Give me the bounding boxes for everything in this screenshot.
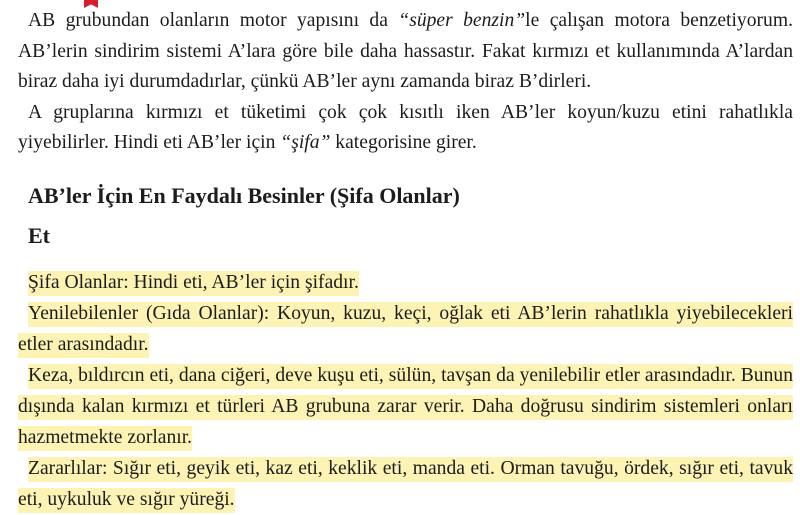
highlighted-paragraph-2[interactable] bbox=[18, 298, 793, 360]
intro-p2-text-b: kategorisine girer. bbox=[330, 132, 477, 154]
intro-paragraph-2 bbox=[18, 98, 793, 159]
highlight-text: Yenilebilenler (Gıda Olanlar): Koyun, kuzu, keçi, oğlak eti AB’lerin rahatlıkla yiyebilecekleri etler arasındadır. bbox=[18, 302, 793, 358]
highlighted-paragraph-1[interactable] bbox=[18, 267, 793, 298]
intro-p2-text-a: A gruplarına kırmızı et tüketimi çok çok kısıtlı iken AB’ler koyun/kuzu etini rahatlıkla yiyebilirler. Hindi eti AB’ler için bbox=[18, 101, 793, 154]
intro-paragraph-1 bbox=[18, 6, 793, 98]
highlighted-paragraph-3[interactable] bbox=[18, 360, 793, 453]
section-title: AB’ler İçin En Faydalı Besinler (Şifa Olanlar) bbox=[28, 182, 460, 208]
highlight-text: Zararlılar: Sığır eti, geyik eti, kaz eti, keklik eti, manda eti. Orman tavuğu, ördek, sığır eti, tavuk eti, uykuluk ve sığır yüreği. bbox=[18, 457, 793, 513]
highlight-text: Keza, bıldırcın eti, dana ciğeri, deve kuşu eti, sülün, tavşan da yenilebilir etler arasındadır. Bunun dışında kalan kırmızı et türleri AB grubuna zarar verir. Daha doğrusu sindirim sistemleri onları hazmetmekte zorlanır. bbox=[18, 364, 793, 451]
highlighted-list bbox=[18, 267, 793, 515]
intro-p1-emphasis: “süper benzin” bbox=[398, 10, 526, 31]
intro-p2-emphasis: “şifa” bbox=[280, 132, 331, 154]
section-subtitle: Et bbox=[28, 222, 50, 248]
document-page bbox=[18, 6, 793, 515]
intro-p1-text-a: AB grubundan olanların motor yapısını da bbox=[28, 10, 399, 31]
intro-p1-text-b: le çalışan motora benzetiyorum. AB’lerin sindirim sistemi A’lara göre bile daha hassastır. Fakat kırmızı et kullanımında A’lardan biraz daha iyi durumdadırlar, çünkü AB’ler aynı zamanda biraz B’dirleri. bbox=[18, 10, 793, 93]
highlighted-paragraph-4[interactable] bbox=[18, 453, 793, 515]
highlight-text: Şifa Olanlar: Hindi eti, AB’ler için şifadır. bbox=[28, 271, 359, 296]
